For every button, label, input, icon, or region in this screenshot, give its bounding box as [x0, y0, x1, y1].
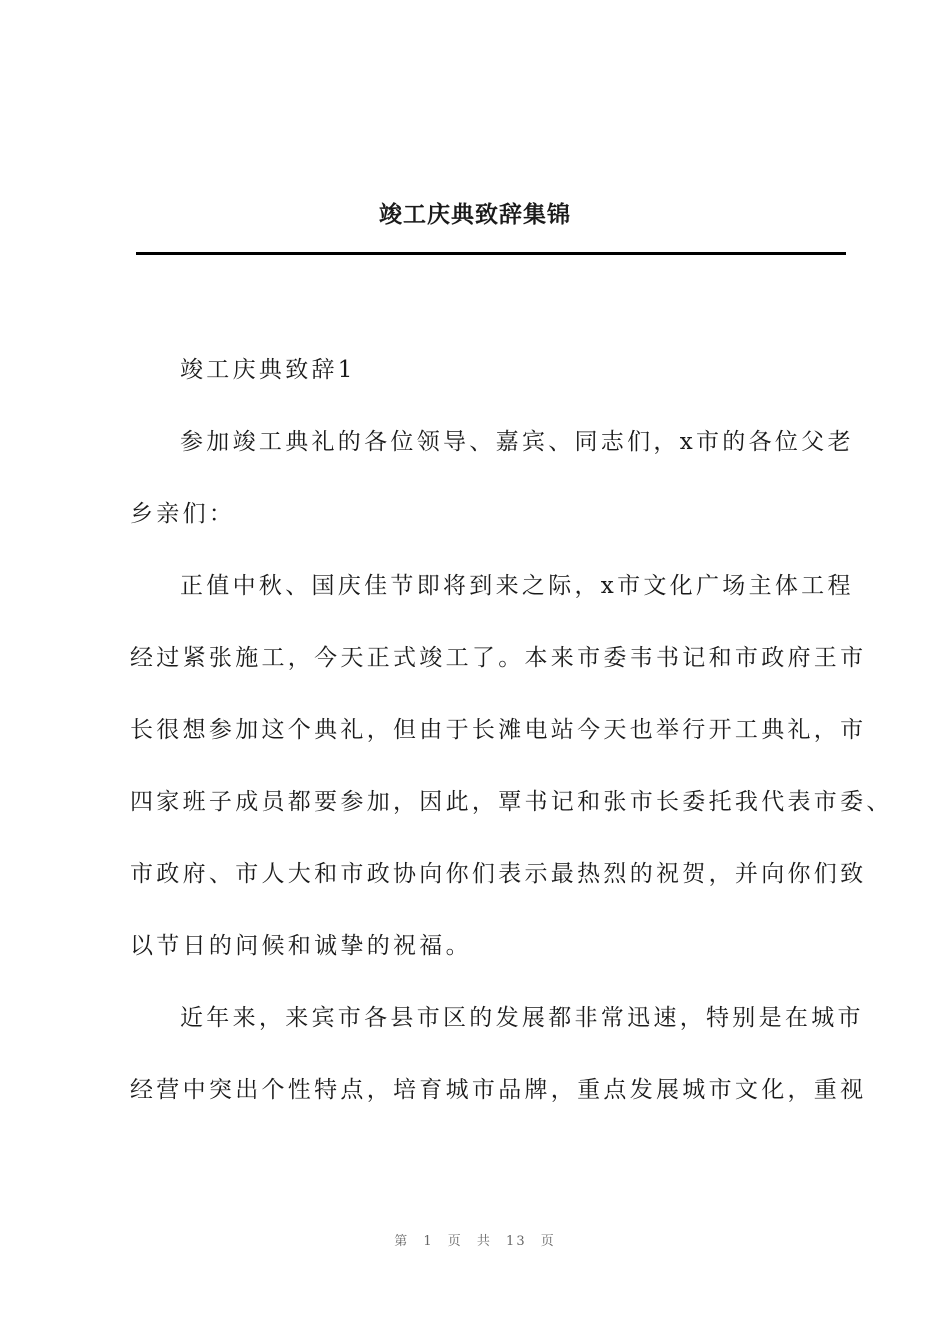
paragraph-line: 正值中秋、国庆佳节即将到来之际，x市文化广场主体工程	[180, 573, 854, 599]
paragraph-line: 以节日的问候和诚挚的祝福。	[130, 933, 472, 959]
paragraph-line: 经过紧张施工，今天正式竣工了。本来市委韦书记和市政府王市	[130, 645, 867, 671]
section-heading: 竣工庆典致辞1	[180, 357, 356, 383]
paragraph-line: 长很想参加这个典礼，但由于长滩电站今天也举行开工典礼，市	[130, 717, 867, 743]
document-body	[130, 342, 893, 1134]
paragraph-line: 经营中突出个性特点，培育城市品牌，重点发展城市文化，重视	[130, 1077, 867, 1103]
paragraph-line: 参加竣工典礼的各位领导、嘉宾、同志们，x市的各位父老	[180, 429, 854, 455]
page-number-footer: 第 1 页 共 13 页	[394, 1234, 556, 1249]
paragraph-line: 四家班子成员都要参加，因此，覃书记和张市长委托我代表市委、	[130, 789, 893, 815]
paragraph-line: 近年来，来宾市各县市区的发展都非常迅速，特别是在城市	[180, 1005, 864, 1031]
title-underline	[136, 252, 846, 255]
document-title: 竣工庆典致辞集锦	[379, 202, 571, 228]
paragraph-line: 乡亲们：	[130, 501, 236, 527]
paragraph-line: 市政府、市人大和市政协向你们表示最热烈的祝贺，并向你们致	[130, 861, 867, 887]
